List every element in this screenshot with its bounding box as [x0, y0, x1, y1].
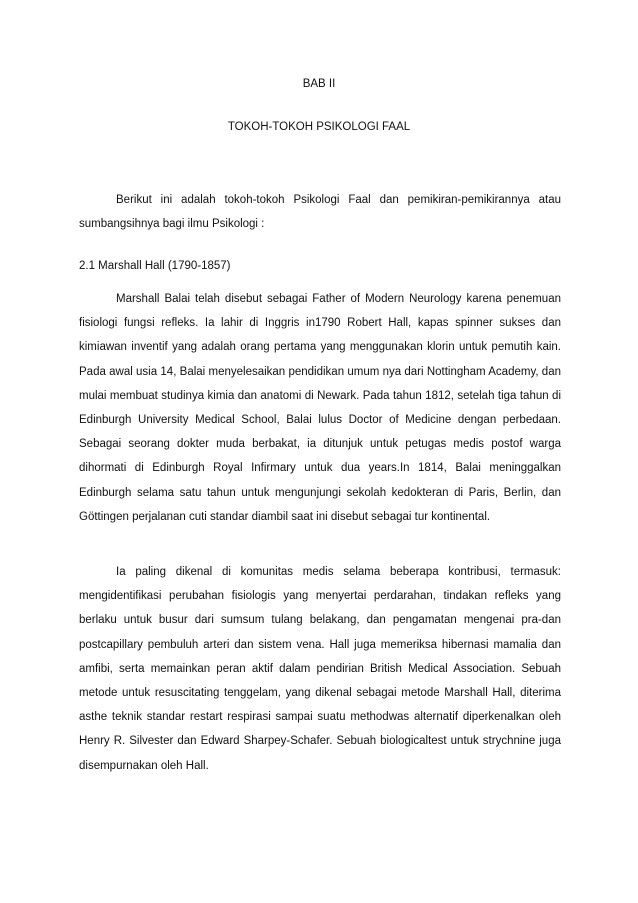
section-heading: 2.1 Marshall Hall (1790-1857) [79, 260, 231, 272]
chapter-number: BAB II [302, 78, 336, 90]
body-paragraph-1: Marshall Balai telah disebut sebagai Father of Modern Neurology karena penemuan fisiologi fungsi refleks. Ia lahir di Inggris in1790 Robert Hall, kapas spinner sukses dan kimiawan inventif yang adalah orang pertama yang menggunakan klorin untuk pemutih kain. Pada awal usia 14, Balai menyelesaikan pendidikan umum nya dari Nottingham Academy, dan mulai membuat studinya kimia dan anatomi di Newark. Pada tahun 1812, setelah tiga tahun di Edinburgh University Medical School, Balai lulus Doctor of Medicine dengan perbedaan. Sebagai seorang dokter muda berbakat, ia ditunjuk untuk petugas medis postof warga dihormati di Edinburgh Royal Infirmary untuk dua years.In 1814, Balai meninggalkan Edinburgh selama satu tahun untuk mengunjungi sekolah kedokteran di Paris, Berlin, dan Göttingen perjalanan cuti standar diambil saat ini disebut sebagai tur kontinental. [79, 293, 561, 523]
chapter-title: TOKOH-TOKOH PSIKOLOGI FAAL [227, 121, 411, 133]
body-paragraph-2: Ia paling dikenal di komunitas medis selama beberapa kontribusi, termasuk: mengidentifikasi perubahan fisiologis yang menyertai perdarahan, tindakan refleks yang berlaku untuk busur dari sumsum tulang belakang, dan pengamatan mengenai pra-dan postcapillary pembuluh arteri dan sistem vena. Hall juga memeriksa hibernasi mamalia dan amfibi, serta memainkan peran aktif dalam pendirian British Medical Association. Sebuah metode untuk resuscitating tenggelam, yang dikenal sebagai metode Marshall Hall, diterima asthe teknik standar restart respirasi sampai suatu methodwas alternatif diperkenalkan oleh Henry R. Silvester dan Edward Sharpey-Schafer. Sebuah biologicaltest untuk strychnine juga disempurnakan oleh Hall. [79, 566, 561, 772]
intro-paragraph: Berikut ini adalah tokoh-tokoh Psikologi Faal dan pemikiran-pemikirannya atau sumbangsihnya bagi ilmu Psikologi : [79, 194, 561, 231]
